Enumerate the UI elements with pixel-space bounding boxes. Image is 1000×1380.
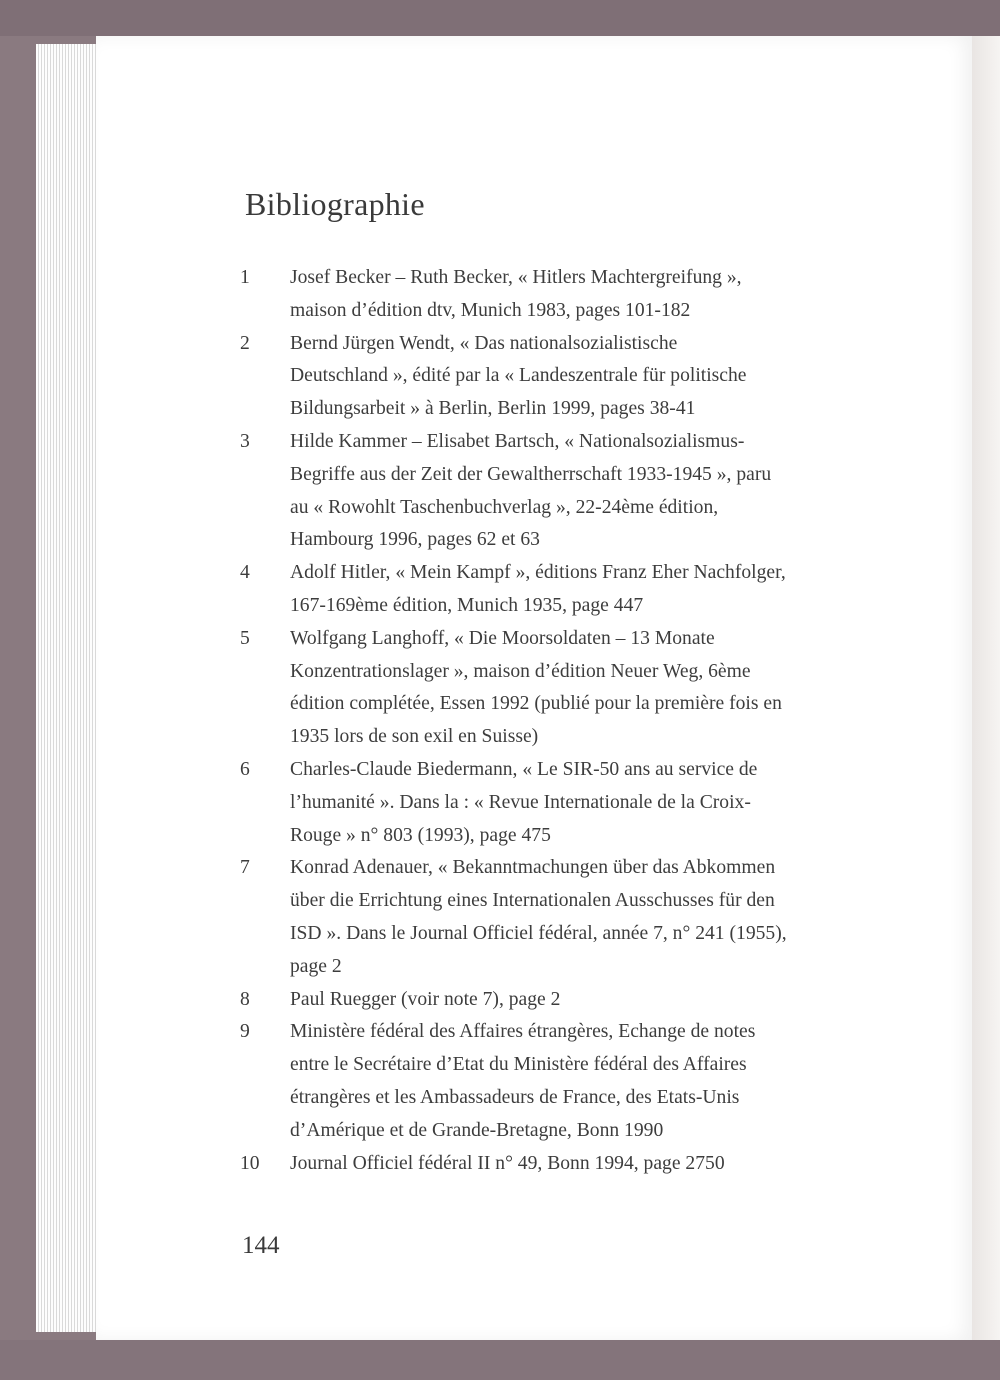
entry-line: ISD ». Dans le Journal Officiel fédéral, année 7, n° 241 (1955),	[290, 922, 787, 944]
entry-line: édition complétée, Essen 1992 (publié pour la première fois en	[290, 693, 782, 715]
entry-line: l’humanité ». Dans la : « Revue Internationale de la Croix-	[290, 791, 751, 813]
entry-line: entre le Secrétaire d’Etat du Ministère fédéral des Affaires	[290, 1054, 747, 1076]
bibliography-list	[240, 262, 880, 1180]
entry-line: page 2	[290, 955, 342, 977]
entry-line: 167-169ème édition, Munich 1935, page 447	[290, 594, 644, 616]
entry-text	[290, 1148, 880, 1181]
entry-line: über die Errichtung eines Internationalen Ausschusses für den	[290, 890, 775, 912]
entry-text	[290, 328, 880, 426]
entry-line: Hambourg 1996, pages 62 et 63	[290, 529, 540, 551]
entry-line: au « Rowohlt Taschenbuchverlag », 22-24ème édition,	[290, 496, 719, 518]
entry-number: 9	[240, 1021, 250, 1043]
entry-line: Bernd Jürgen Wendt, « Das nationalsozialistische	[290, 332, 678, 354]
entry-number: 8	[240, 988, 250, 1010]
bibliography-entry	[240, 754, 880, 852]
entry-text	[290, 623, 880, 754]
entry-line: Deutschland », édité par la « Landeszentrale für politische	[290, 365, 747, 387]
entry-number: 6	[240, 758, 250, 780]
book-page-edges	[36, 44, 96, 1332]
entry-line: Paul Ruegger (voir note 7), page 2	[290, 988, 561, 1010]
entry-line: Rouge » n° 803 (1993), page 475	[290, 824, 551, 846]
entry-line: Wolfgang Langhoff, « Die Moorsoldaten – 13 Monate	[290, 627, 715, 649]
entry-number: 5	[240, 627, 250, 649]
entry-line: Hilde Kammer – Elisabet Bartsch, « Nationalsozialismus-	[290, 430, 745, 452]
entry-line: Bildungsarbeit » à Berlin, Berlin 1999, pages 38-41	[290, 398, 696, 420]
entry-number: 2	[240, 332, 250, 354]
page-title: Bibliographie	[245, 186, 425, 222]
scan-background-bottom	[0, 1340, 1000, 1380]
book-gutter	[972, 36, 1000, 1340]
entry-line: Josef Becker – Ruth Becker, « Hitlers Machtergreifung »,	[290, 267, 742, 288]
entry-line: Journal Officiel fédéral II n° 49, Bonn 1994, page 2750	[290, 1152, 725, 1174]
bibliography-entry	[240, 328, 880, 426]
entry-line: Konzentrationslager », maison d’édition Neuer Weg, 6ème	[290, 660, 751, 682]
entry-line: Ministère fédéral des Affaires étrangères, Echange de notes	[290, 1021, 756, 1043]
scan-background-top	[0, 0, 1000, 36]
entry-number: 7	[240, 857, 250, 879]
entry-text	[290, 984, 880, 1017]
bibliography-entry	[240, 852, 880, 983]
entry-line: Konrad Adenauer, « Bekanntmachungen über das Abkommen	[290, 857, 776, 879]
entry-number: 10	[240, 1152, 260, 1174]
entry-number: 4	[240, 562, 250, 584]
bibliography-entry	[240, 984, 880, 1017]
entry-text	[290, 852, 880, 983]
bibliography-entry	[240, 623, 880, 754]
entry-text	[290, 557, 880, 623]
entry-text	[290, 754, 880, 852]
entry-line: 1935 lors de son exil en Suisse)	[290, 726, 539, 748]
entry-number: 3	[240, 430, 250, 452]
entry-line: Adolf Hitler, « Mein Kampf », éditions Franz Eher Nachfolger,	[290, 562, 786, 584]
entry-text	[290, 426, 880, 557]
bibliography-entry	[240, 262, 880, 328]
entry-line: maison d’édition dtv, Munich 1983, pages 101-182	[290, 299, 691, 321]
entry-text	[290, 262, 880, 328]
bibliography-entry	[240, 1016, 880, 1147]
entry-line: Begriffe aus der Zeit der Gewaltherrschaft 1933-1945 », paru	[290, 463, 772, 485]
entry-line: d’Amérique et de Grande-Bretagne, Bonn 1990	[290, 1119, 664, 1141]
entry-number: 1	[240, 267, 250, 288]
entry-text	[290, 1016, 880, 1147]
bibliography-entry	[240, 1148, 880, 1181]
entry-line: étrangères et les Ambassadeurs de France, des Etats-Unis	[290, 1086, 740, 1108]
bibliography-entry	[240, 557, 880, 623]
bibliography-entry	[240, 426, 880, 557]
entry-line: Charles-Claude Biedermann, « Le SIR-50 ans au service de	[290, 758, 758, 780]
page-number: 144	[242, 1232, 280, 1259]
